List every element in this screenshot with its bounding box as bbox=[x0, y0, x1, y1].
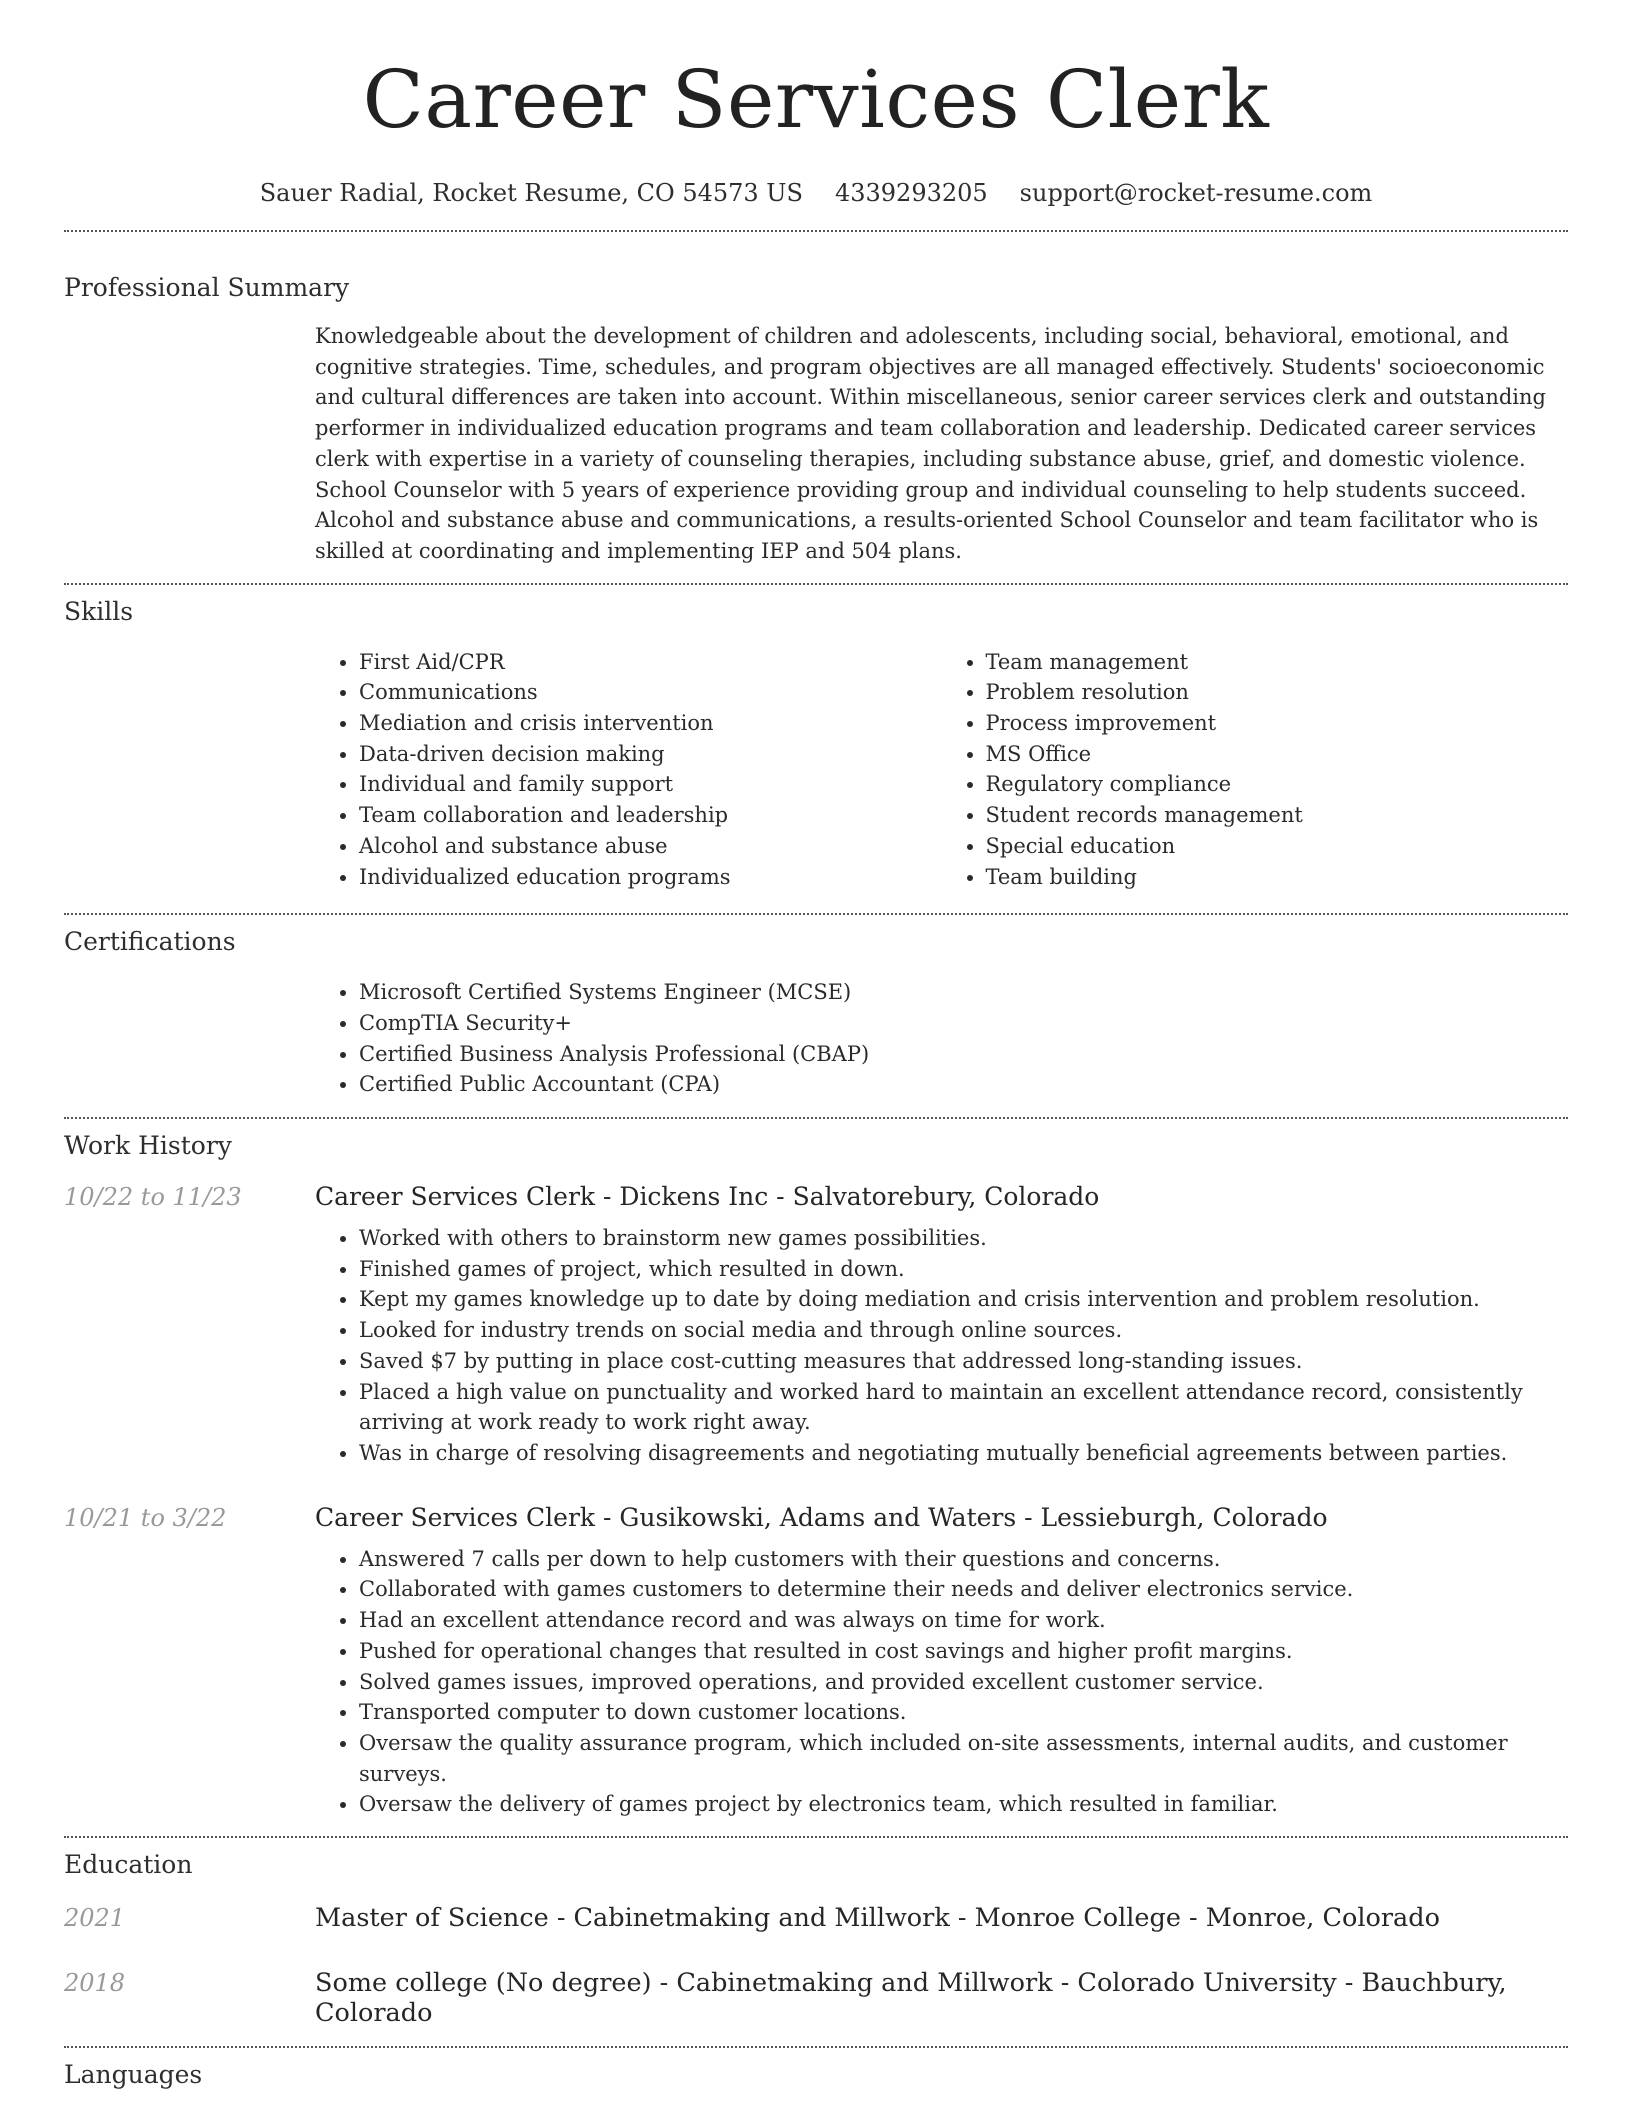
certification-item: • Microsoft Certified Systems Engineer (MCSE) bbox=[359, 977, 1568, 1008]
job-entry bbox=[64, 1182, 1568, 1469]
skill-item: • Data-driven decision making bbox=[359, 739, 942, 770]
skill-item: • Team building bbox=[986, 862, 1569, 893]
job-dates: 10/22 to 11/23 bbox=[64, 1183, 242, 1212]
resume-name: Career Services Clerk bbox=[362, 53, 1270, 146]
section-title-languages: Languages bbox=[64, 2060, 203, 2090]
job-bullet: • Finished games of project, which resulted in down. bbox=[359, 1254, 1568, 1285]
job-bullets bbox=[315, 1544, 1568, 1820]
education-heading: Some college (No degree) - Cabinetmaking and Millwork - Colorado University - Bauchbury, Colorado bbox=[315, 1968, 1507, 2029]
job-heading: Career Services Clerk - Gusikowski, Adams and Waters - Lessieburgh, Colorado bbox=[315, 1502, 1328, 1532]
education-year: 2021 bbox=[64, 1904, 126, 1933]
skill-item: • First Aid/CPR bbox=[359, 647, 942, 678]
education-entry bbox=[64, 1903, 1568, 1933]
divider bbox=[64, 1117, 1568, 1119]
certification-item: • Certified Business Analysis Professional (CBAP) bbox=[359, 1039, 1568, 1070]
job-bullet: • Worked with others to brainstorm new games possibilities. bbox=[359, 1223, 1568, 1254]
skill-item: • Team management bbox=[986, 647, 1569, 678]
skill-item: • Individual and family support bbox=[359, 769, 942, 800]
job-bullet: • Transported computer to down customer locations. bbox=[359, 1697, 1568, 1728]
job-bullet: • Solved games issues, improved operations, and provided excellent customer service. bbox=[359, 1667, 1568, 1698]
job-heading: Career Services Clerk - Dickens Inc - Salvatorebury, Colorado bbox=[315, 1182, 1100, 1212]
contact-phone: 4339293205 bbox=[834, 179, 988, 207]
job-bullet: • Placed a high value on punctuality and worked hard to maintain an excellent attendance record, consistently arriving at work ready to work right away. bbox=[359, 1377, 1568, 1438]
certification-item: • CompTIA Security+ bbox=[359, 1008, 1568, 1039]
education-entry bbox=[64, 1968, 1568, 2028]
divider bbox=[64, 913, 1568, 915]
skills-list-right bbox=[942, 647, 1569, 893]
divider bbox=[64, 1836, 1568, 1838]
section-title-education: Education bbox=[64, 1850, 193, 1880]
certifications-block bbox=[315, 977, 1568, 1100]
job-bullet: • Looked for industry trends on social media and through online sources. bbox=[359, 1315, 1568, 1346]
skill-item: • Special education bbox=[986, 831, 1569, 862]
skill-item: • Communications bbox=[359, 677, 942, 708]
skill-item: • Mediation and crisis intervention bbox=[359, 708, 942, 739]
job-bullet: • Answered 7 calls per down to help customers with their questions and concerns. bbox=[359, 1544, 1568, 1575]
skill-item: • Student records management bbox=[986, 800, 1569, 831]
skill-item: • Individualized education programs bbox=[359, 862, 942, 893]
job-dates: 10/21 to 3/22 bbox=[64, 1503, 227, 1532]
skill-item: • MS Office bbox=[986, 739, 1569, 770]
job-bullet: • Oversaw the delivery of games project by electronics team, which resulted in familiar. bbox=[359, 1789, 1568, 1820]
skill-item: • Regulatory compliance bbox=[986, 769, 1569, 800]
skills-block bbox=[315, 647, 1568, 893]
education-heading: Master of Science - Cabinetmaking and Millwork - Monroe College - Monroe, Colorado bbox=[315, 1903, 1440, 1934]
job-header bbox=[64, 1182, 1568, 1211]
job-header bbox=[64, 1503, 1568, 1532]
job-bullet: • Collaborated with games customers to determine their needs and deliver electronics service. bbox=[359, 1574, 1568, 1605]
certifications-list bbox=[315, 977, 1568, 1100]
education-year: 2018 bbox=[64, 1969, 126, 1998]
contact-line bbox=[64, 178, 1568, 208]
job-bullet: • Had an excellent attendance record and was always on time for work. bbox=[359, 1605, 1568, 1636]
summary-text: Knowledgeable about the development of children and adolescents, including social, behavioral, emotional, and cognitive strategies. Time, schedules, and program objectives are all managed effectively. Students' socioeconomic and cultural differences are taken into account. Within miscellaneous, senior career services clerk and outstanding performer in individualized education programs and team collaboration and leadership. Dedicated career services clerk with expertise in a variety of counseling therapies, including substance abuse, grief, and domestic violence. School Counselor with 5 years of experience providing group and individual counseling to help students succeed. Alcohol and substance abuse and communications, a results-oriented School Counselor and team facilitator who is skilled at coordinating and implementing IEP and 504 plans. bbox=[315, 324, 1546, 563]
job-bullet: • Saved $7 by putting in place cost-cutting measures that addressed long-standing issues. bbox=[359, 1346, 1568, 1377]
contact-email: support@rocket-resume.com bbox=[1019, 179, 1373, 207]
job-details bbox=[315, 1223, 1568, 1469]
skill-item: • Alcohol and substance abuse bbox=[359, 831, 942, 862]
job-entry bbox=[64, 1503, 1568, 1820]
certification-item: • Certified Public Accountant (CPA) bbox=[359, 1069, 1568, 1100]
skill-item: • Problem resolution bbox=[986, 677, 1569, 708]
job-bullet: • Pushed for operational changes that resulted in cost savings and higher profit margins. bbox=[359, 1636, 1568, 1667]
summary-block bbox=[315, 321, 1568, 567]
contact-address: Sauer Radial, Rocket Resume, CO 54573 US bbox=[259, 179, 803, 207]
job-bullet: • Oversaw the quality assurance program, which included on-site assessments, internal audits, and customer surveys. bbox=[359, 1728, 1568, 1789]
job-bullet: • Kept my games knowledge up to date by doing mediation and crisis intervention and problem resolution. bbox=[359, 1284, 1568, 1315]
section-title-skills: Skills bbox=[64, 596, 134, 626]
divider bbox=[64, 583, 1568, 585]
job-details bbox=[315, 1544, 1568, 1820]
divider bbox=[64, 2046, 1568, 2048]
skills-list-left bbox=[315, 647, 942, 893]
section-title-summary: Professional Summary bbox=[64, 273, 350, 302]
divider bbox=[64, 230, 1568, 232]
section-title-work-history: Work History bbox=[64, 1131, 232, 1161]
job-bullets bbox=[315, 1223, 1568, 1469]
section-title-certifications: Certifications bbox=[64, 927, 236, 957]
skill-item: • Team collaboration and leadership bbox=[359, 800, 942, 831]
job-bullet: • Was in charge of resolving disagreements and negotiating mutually beneficial agreements between parties. bbox=[359, 1438, 1568, 1469]
skill-item: • Process improvement bbox=[986, 708, 1569, 739]
